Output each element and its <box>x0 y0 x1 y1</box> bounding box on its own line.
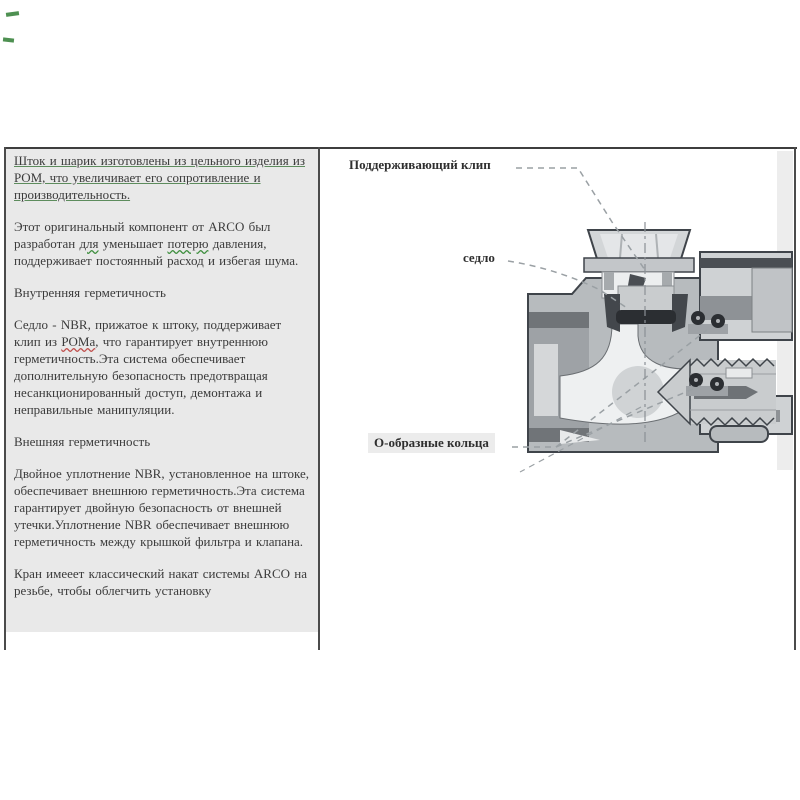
upper-nut-sleeve <box>752 268 792 332</box>
o-ring-center <box>694 378 698 382</box>
label-seat: седло <box>463 250 495 265</box>
o-ring-center <box>715 382 719 386</box>
cavity-notch <box>604 272 614 290</box>
spellcheck-marked-word: для <box>79 236 99 251</box>
stem <box>618 286 674 314</box>
left-pipe-wall <box>529 312 589 328</box>
stem-cup-bore <box>600 234 678 258</box>
paragraph-text: Двойное уплотнение NBR, установленное на штоке, обеспечивает внешнюю герметичность.Эта система гарантирует двойную безопасность от внешней утечки.Уплотнение NBR обеспечивает внешнюю герметичность между крышкой фильтра и клапана. <box>14 466 310 549</box>
paragraph-text: давления, поддерживает постоянный расход и избегая шума. <box>14 236 299 268</box>
ball-shading <box>612 366 664 418</box>
label-supporting-clip: Поддерживающий клип <box>349 157 491 172</box>
cup-flange <box>584 258 694 272</box>
paragraph-text: уменьшает <box>98 236 168 251</box>
label-o-rings: О-образные кольца <box>368 433 495 453</box>
spellcheck-marked-word: POMа <box>61 334 96 349</box>
nbr-seat <box>616 310 676 324</box>
paragraph-text: Внешняя герметичность <box>14 434 151 449</box>
left-pipe-highlight <box>534 344 558 416</box>
o-ring-center <box>716 319 720 323</box>
upper-nut-band <box>700 258 792 268</box>
paragraph-text: Внутренняя герметичность <box>14 285 166 300</box>
paragraph-text: Этот оригинальный компонент от ARCO был разработан <box>14 219 271 251</box>
paragraph-text: Шток и шарик изготовлены из цельного изделия из POM, что увеличивает его сопротивление и производительность. <box>14 153 306 202</box>
paragraph-text: Кран имееет классический накат системы ARCO на резьбе, чтобы облегчить установку <box>14 566 307 598</box>
step-notch <box>726 368 752 378</box>
paragraph-text: , что гарантирует внутреннюю герметичность.Эта система обеспечивает дополнительную безопасность предотвращая несанкционированный доступ, демонтажа и неправильные манипуляции. <box>14 334 268 417</box>
paragraph-text: Седло - NBR, прижатое к штоку, поддерживает клип из <box>14 317 282 349</box>
spellcheck-marked-word: потерю <box>167 236 209 251</box>
o-ring-center <box>696 316 700 320</box>
bottom-cap <box>710 426 768 442</box>
